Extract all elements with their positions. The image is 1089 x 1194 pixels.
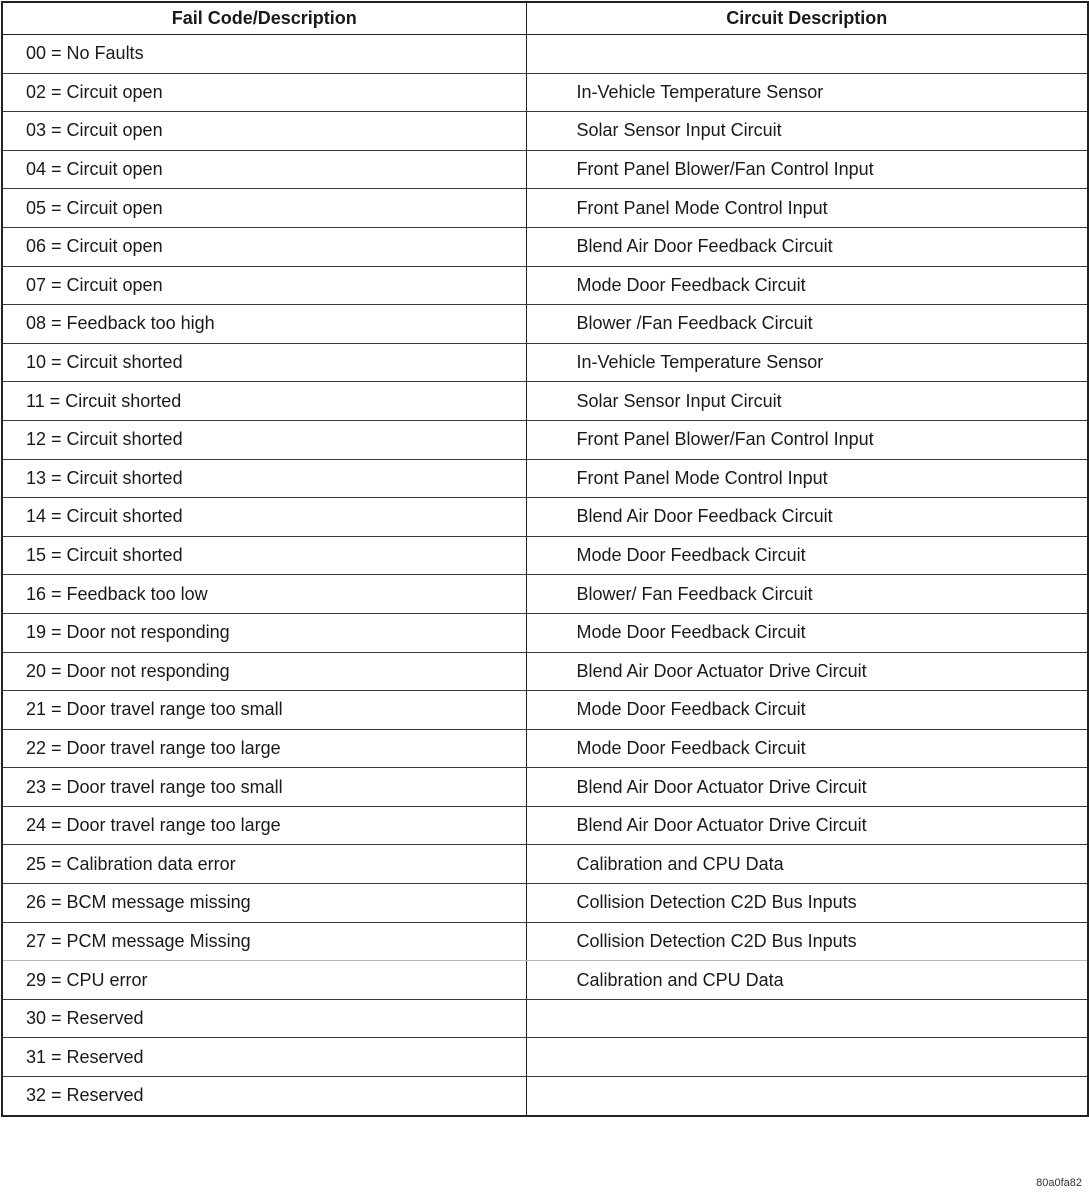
circuit-description-cell: Blend Air Door Feedback Circuit [526,498,1088,537]
table-row [2,498,1088,537]
table-row [2,382,1088,421]
table-row [2,999,1088,1038]
fail-code-cell: 12 = Circuit shorted [2,420,526,459]
table-row [2,729,1088,768]
circuit-description-cell: Blower/ Fan Feedback Circuit [526,575,1088,614]
table-row [2,227,1088,266]
fail-code-cell: 30 = Reserved [2,999,526,1038]
fail-code-cell: 25 = Calibration data error [2,845,526,884]
table-row [2,884,1088,923]
fail-code-cell: 21 = Door travel range too small [2,691,526,730]
circuit-description-cell: Front Panel Blower/Fan Control Input [526,420,1088,459]
circuit-description-cell [526,1077,1088,1116]
table-row [2,536,1088,575]
fail-code-cell: 29 = CPU error [2,961,526,1000]
fail-code-cell: 08 = Feedback too high [2,305,526,344]
circuit-description-cell [526,999,1088,1038]
table-row [2,961,1088,1000]
fail-code-cell: 03 = Circuit open [2,112,526,151]
fail-code-cell: 15 = Circuit shorted [2,536,526,575]
table-header-row [2,2,1088,35]
fail-code-cell: 10 = Circuit shorted [2,343,526,382]
fail-code-cell: 20 = Door not responding [2,652,526,691]
table-row [2,768,1088,807]
circuit-description-cell: Collision Detection C2D Bus Inputs [526,884,1088,923]
fail-code-cell: 27 = PCM message Missing [2,922,526,961]
circuit-description-cell [526,35,1088,74]
table-row [2,150,1088,189]
table-row [2,305,1088,344]
fail-code-table [1,1,1089,1117]
circuit-description-cell: In-Vehicle Temperature Sensor [526,73,1088,112]
table-row [2,691,1088,730]
fail-code-cell: 05 = Circuit open [2,189,526,228]
table-row [2,266,1088,305]
table-row [2,1077,1088,1116]
table-row [2,922,1088,961]
circuit-description-cell: In-Vehicle Temperature Sensor [526,343,1088,382]
table-row [2,845,1088,884]
circuit-description-cell [526,1038,1088,1077]
fail-code-cell: 00 = No Faults [2,35,526,74]
fail-code-cell: 04 = Circuit open [2,150,526,189]
circuit-description-cell: Blend Air Door Actuator Drive Circuit [526,652,1088,691]
fail-code-cell: 19 = Door not responding [2,613,526,652]
fail-code-cell: 13 = Circuit shorted [2,459,526,498]
table-body [2,35,1088,1116]
table-row [2,420,1088,459]
table-row [2,652,1088,691]
circuit-description-cell: Front Panel Mode Control Input [526,459,1088,498]
table-row [2,1038,1088,1077]
circuit-description-cell: Front Panel Blower/Fan Control Input [526,150,1088,189]
fail-code-cell: 16 = Feedback too low [2,575,526,614]
table-row [2,73,1088,112]
fail-code-cell: 31 = Reserved [2,1038,526,1077]
fail-code-cell: 07 = Circuit open [2,266,526,305]
circuit-description-cell: Mode Door Feedback Circuit [526,266,1088,305]
table-row [2,112,1088,151]
circuit-description-cell: Blend Air Door Actuator Drive Circuit [526,768,1088,807]
circuit-description-cell: Calibration and CPU Data [526,845,1088,884]
circuit-description-header: Circuit Description [526,2,1088,35]
circuit-description-cell: Mode Door Feedback Circuit [526,729,1088,768]
circuit-description-cell: Blower /Fan Feedback Circuit [526,305,1088,344]
circuit-description-cell: Calibration and CPU Data [526,961,1088,1000]
circuit-description-cell: Mode Door Feedback Circuit [526,536,1088,575]
fail-code-cell: 24 = Door travel range too large [2,806,526,845]
fail-code-cell: 11 = Circuit shorted [2,382,526,421]
table-row [2,613,1088,652]
fail-code-header: Fail Code/Description [2,2,526,35]
table-row [2,343,1088,382]
fail-code-cell: 32 = Reserved [2,1077,526,1116]
circuit-description-cell: Solar Sensor Input Circuit [526,382,1088,421]
circuit-description-cell: Blend Air Door Feedback Circuit [526,227,1088,266]
table-row [2,575,1088,614]
circuit-description-cell: Front Panel Mode Control Input [526,189,1088,228]
table-row [2,35,1088,74]
fail-code-cell: 26 = BCM message missing [2,884,526,923]
circuit-description-cell: Collision Detection C2D Bus Inputs [526,922,1088,961]
circuit-description-cell: Mode Door Feedback Circuit [526,691,1088,730]
fail-code-cell: 14 = Circuit shorted [2,498,526,537]
fail-code-cell: 22 = Door travel range too large [2,729,526,768]
table-row [2,189,1088,228]
circuit-description-cell: Solar Sensor Input Circuit [526,112,1088,151]
circuit-description-cell: Mode Door Feedback Circuit [526,613,1088,652]
figure-id-label: 80a0fa82 [1036,1177,1082,1189]
fail-code-cell: 02 = Circuit open [2,73,526,112]
fail-code-cell: 06 = Circuit open [2,227,526,266]
table-row [2,459,1088,498]
circuit-description-cell: Blend Air Door Actuator Drive Circuit [526,806,1088,845]
fail-code-cell: 23 = Door travel range too small [2,768,526,807]
table-row [2,806,1088,845]
